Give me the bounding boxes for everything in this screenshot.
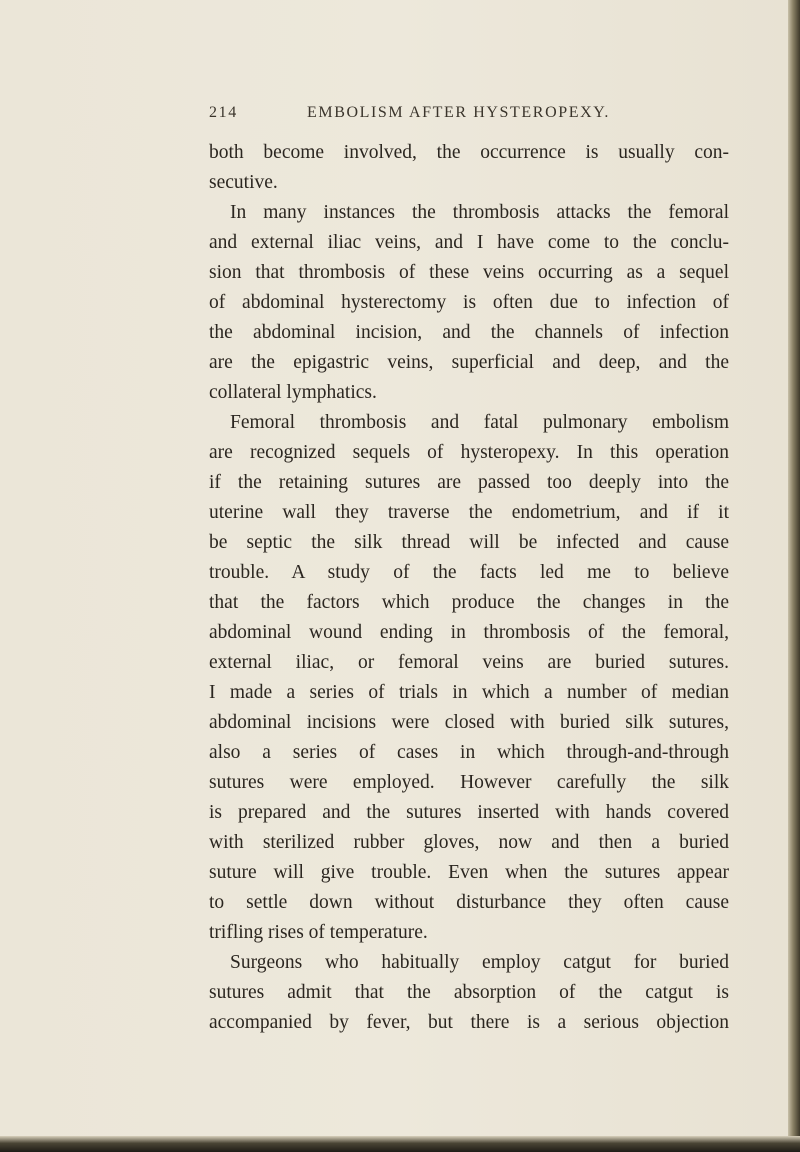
text-line: external iliac, or femoral veins are buried sutures. <box>209 652 729 673</box>
text-line: to settle down without disturbance they often cause <box>209 892 729 913</box>
text-line: abdominal wound ending in thrombosis of the femoral, <box>209 622 729 643</box>
page-bottom-edge <box>0 1136 800 1152</box>
text-line: Surgeons who habitually employ catgut for buried <box>230 952 729 973</box>
body-text <box>209 138 729 1038</box>
text-line: In many instances the thrombosis attacks the femoral <box>230 202 729 223</box>
page-spine-edge <box>788 0 800 1152</box>
text-line: sion that thrombosis of these veins occurring as a sequel <box>209 262 729 283</box>
text-line: with sterilized rubber gloves, now and then a buried <box>209 832 729 853</box>
text-line: trouble. A study of the facts led me to believe <box>209 562 729 583</box>
text-line: that the factors which produce the changes in the <box>209 592 729 613</box>
text-line: sutures were employed. However carefully the silk <box>209 772 729 793</box>
text-line: if the retaining sutures are passed too deeply into the <box>209 472 729 493</box>
page-number: 214 <box>209 104 238 121</box>
text-line: collateral lymphatics. <box>209 382 377 403</box>
text-line: sutures admit that the absorption of the catgut is <box>209 982 729 1003</box>
text-line: suture will give trouble. Even when the sutures appear <box>209 862 729 883</box>
text-line: Femoral thrombosis and fatal pulmonary embolism <box>230 412 729 433</box>
text-line: secutive. <box>209 172 278 193</box>
text-line: trifling rises of temperature. <box>209 922 428 943</box>
text-line: both become involved, the occurrence is usually con- <box>209 142 729 163</box>
text-line: is prepared and the sutures inserted with hands covered <box>209 802 729 823</box>
text-line: accompanied by fever, but there is a serious objection <box>209 1012 729 1033</box>
text-line: the abdominal incision, and the channels of infection <box>209 322 729 343</box>
text-line: and external iliac veins, and I have come to the conclu- <box>209 232 729 253</box>
text-line: of abdominal hysterectomy is often due to infection of <box>209 292 729 313</box>
text-line: abdominal incisions were closed with buried silk sutures, <box>209 712 729 733</box>
text-line: be septic the silk thread will be infected and cause <box>209 532 729 553</box>
text-line: also a series of cases in which through-and-through <box>209 742 729 763</box>
text-line: are the epigastric veins, superficial and deep, and the <box>209 352 729 373</box>
text-line: uterine wall they traverse the endometrium, and if it <box>209 502 729 523</box>
text-line: I made a series of trials in which a number of median <box>209 682 729 703</box>
running-title: EMBOLISM AFTER HYSTEROPEXY. <box>307 104 610 121</box>
text-line: are recognized sequels of hysteropexy. In this operation <box>209 442 729 463</box>
